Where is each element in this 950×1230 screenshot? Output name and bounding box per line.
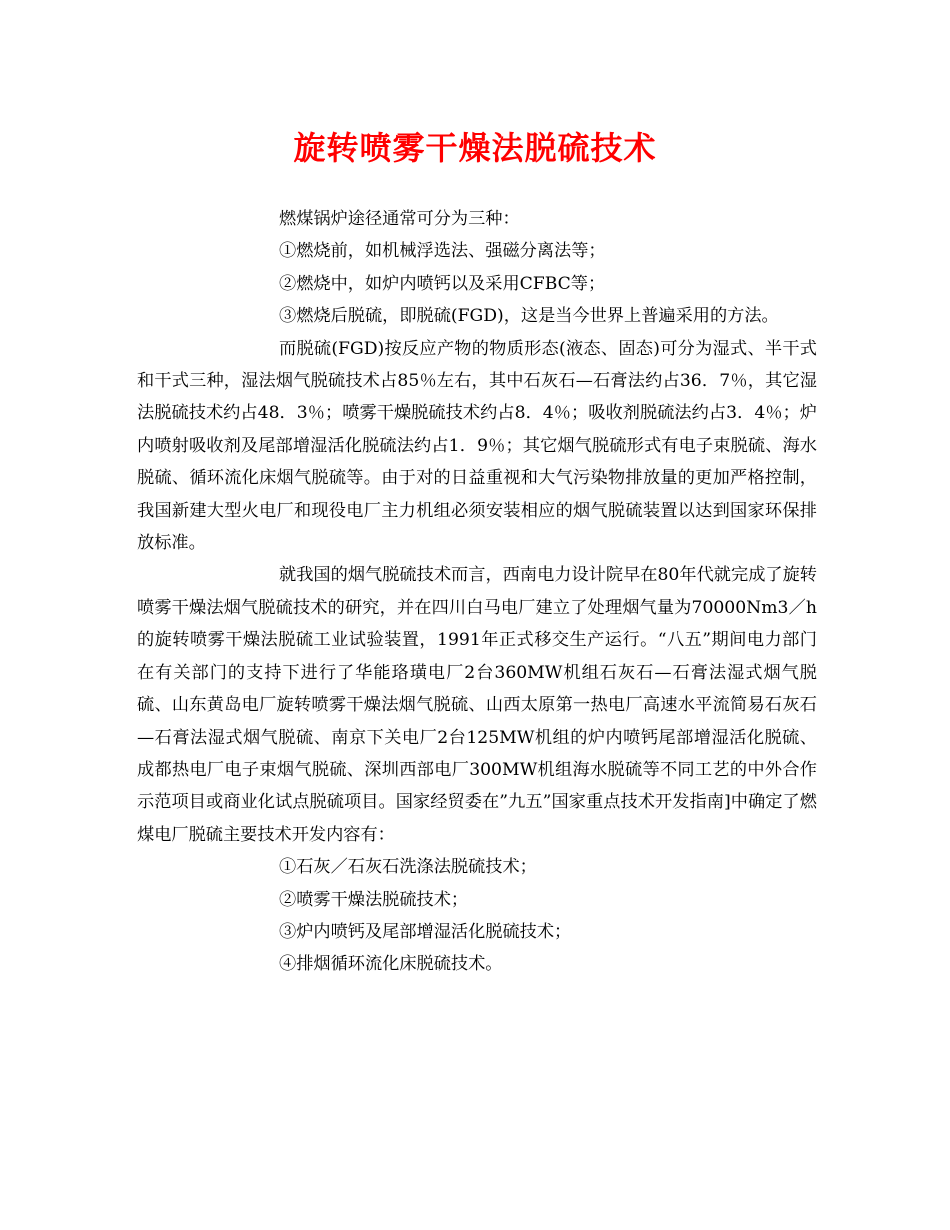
technology-item: ①石灰／石灰石洗涤法脱硫技术； <box>279 857 537 878</box>
method-item: ①燃烧前，如机械浮选法、强磁分离法等； <box>279 241 606 262</box>
document-title: 旋转喷雾干燥法脱硫技术 <box>293 129 657 167</box>
history-paragraph: 就我国的烟气脱硫技术而言，西南电力设计院早在80年代就完成了旋转喷雾干燥法烟气脱硫技术的研究，并在四川白马电厂建立了处理烟气量为70000Nm3／h的旋转喷雾干燥法脱硫工业试验装置，1991年正式移交生产运行。“八五”期间电力部门在有关部门的支持下进行了华能珞璜电厂2台360MW机组石灰石—石膏法湿式烟气脱硫、山东黄岛电厂旋转喷雾干燥法烟气脱硫、山西太原第一热电厂高速水平流简易石灰石—石膏法湿式烟气脱硫、南京下关电厂2台125MW机组的炉内喷钙尾部增湿活化脱硫、成都热电厂电子束烟气脱硫、深圳西部电厂300MW机组海水脱硫等不同工艺的中外合作示范项目或商业化试点脱硫项目。国家经贸委在”九五”国家重点技术开发指南]中确定了燃煤电厂脱硫主要技术开发内容有： <box>137 565 817 845</box>
classification-paragraph: 而脱硫(FGD)按反应产物的物质形态(液态、固态)可分为湿式、半干式和干式三种，湿法烟气脱硫技术占85％左右，其中石灰石—石膏法约占36．7％，其它湿法脱硫技术约占48．3％；喷雾干燥脱硫技术约占8．4％；吸收剂脱硫法约占3．4％；炉内喷射吸收剂及尾部增湿活化脱硫法约占1．9％；其它烟气脱硫形式有电子束脱硫、海水脱硫、循环流化床烟气脱硫等。由于对的日益重视和大气污染物排放量的更加严格控制，我国新建大型火电厂和现役电厂主力机组必须安装相应的烟气脱硫装置以达到国家环保排放标准。 <box>137 338 817 554</box>
method-item: ③燃烧后脱硫，即脱硫(FGD)，这是当今世界上普遍采用的方法。 <box>279 306 779 327</box>
technology-item: ④排烟循环流化床脱硫技术。 <box>279 954 503 975</box>
technology-item: ③炉内喷钙及尾部增湿活化脱硫技术； <box>279 921 572 942</box>
intro-heading: 燃煤锅炉途径通常可分为三种： <box>279 209 520 229</box>
document-body <box>137 203 817 981</box>
method-item: ②燃烧中，如炉内喷钙以及采用CFBC等； <box>279 273 606 294</box>
technology-item: ②喷雾干燥法脱硫技术； <box>279 889 469 910</box>
